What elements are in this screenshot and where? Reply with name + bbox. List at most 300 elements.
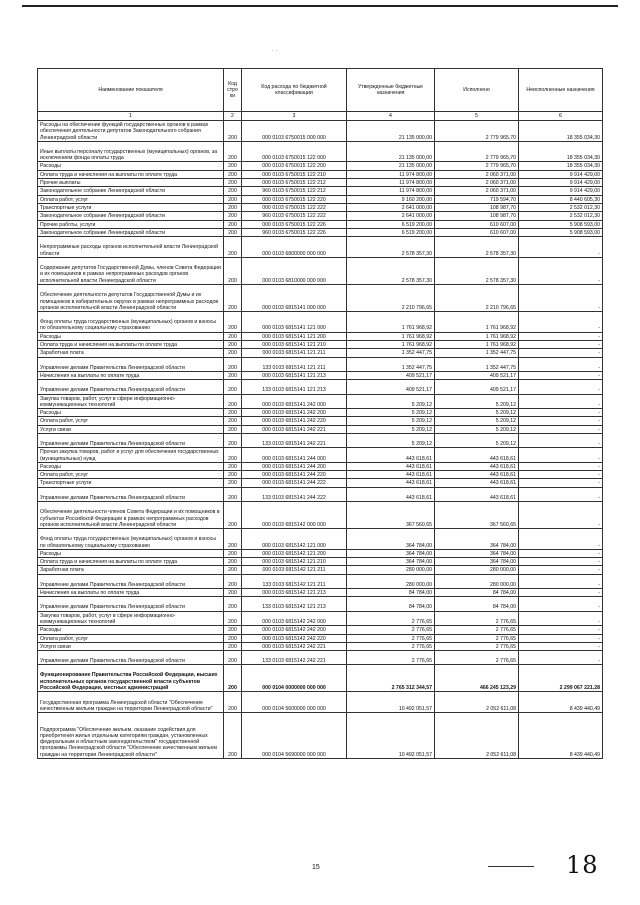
row-unexecuted: 2 532 012,30 (519, 212, 603, 220)
row-approved: 1 761 968,92 (347, 312, 435, 333)
row-executed: 5 209,12 (435, 433, 519, 447)
row-code: 200 (224, 349, 242, 357)
row-kbk: 133 0103 6815141 121 211 (242, 357, 347, 371)
row-code: 200 (224, 417, 242, 425)
row-unexecuted: 18 355 034,30 (519, 141, 603, 162)
row-approved: 9 160 200,00 (347, 195, 435, 203)
table-row (38, 195, 603, 203)
row-unexecuted: - (519, 371, 603, 379)
row-kbk: 000 0103 6815142 121 213 (242, 589, 347, 597)
row-unexecuted: - (519, 549, 603, 557)
row-executed: 1 352 447,75 (435, 357, 519, 371)
row-kbk: 000 0103 6815141 121 213 (242, 371, 347, 379)
row-name: Фонд оплаты труда государственных (муниципальных) органов и взносы по обязательному социальному страхованию (38, 529, 224, 550)
row-name: Начисления на выплаты по оплате труда (38, 371, 224, 379)
row-name: Расходы (38, 332, 224, 340)
row-name: Прочие выплаты (38, 179, 224, 187)
row-name: Расходы (38, 626, 224, 634)
row-kbk: 000 0103 6815141 244 200 (242, 462, 347, 470)
row-name: Закупка товаров, работ, услуг в сфере информационно-коммуникационных технологий (38, 611, 224, 626)
table-row (38, 380, 603, 394)
table-row (38, 409, 603, 417)
row-code: 200 (224, 651, 242, 665)
row-kbk: 000 0103 6750015 122 212 (242, 179, 347, 187)
table-row (38, 141, 603, 162)
row-kbk: 000 0103 6750015 122 210 (242, 170, 347, 178)
row-unexecuted: - (519, 651, 603, 665)
row-name: Оплата работ, услуг (38, 417, 224, 425)
row-unexecuted: - (519, 529, 603, 550)
table-row (38, 692, 603, 713)
table-row (38, 462, 603, 470)
row-approved: 2 776,65 (347, 642, 435, 650)
row-kbk: 000 0103 6815141 244 000 (242, 448, 347, 463)
row-name: Фонд оплаты труда государственных (муниципальных) органов и взносы по обязательному социальному страхованию (38, 312, 224, 333)
row-approved: 5 209,12 (347, 394, 435, 409)
row-kbk: 000 0103 6750015 122 226 (242, 220, 347, 228)
colnum-3: 3 (242, 112, 347, 121)
row-code: 200 (224, 448, 242, 463)
row-code: 200 (224, 187, 242, 195)
row-executed: 5 209,12 (435, 425, 519, 433)
row-approved: 443 618,61 (347, 471, 435, 479)
row-executed: 610 607,00 (435, 228, 519, 236)
row-code: 200 (224, 203, 242, 211)
row-executed: 443 618,61 (435, 471, 519, 479)
row-name: Функционирование Правительства Российской Федерации, высших исполнительных органов государственной власти субъектов Российской Федерации, местных администраций (38, 665, 224, 692)
row-kbk: 000 0103 6815142 121 000 (242, 529, 347, 550)
row-approved: 2 578 357,30 (347, 237, 435, 258)
row-approved: 1 352 447,75 (347, 357, 435, 371)
row-kbk: 000 0103 6815141 121 211 (242, 349, 347, 357)
row-approved: 409 521,17 (347, 380, 435, 394)
row-unexecuted: 5 908 593,00 (519, 220, 603, 228)
row-unexecuted: 5 908 593,00 (519, 228, 603, 236)
row-executed: 280 000,00 (435, 574, 519, 588)
row-name: Транспортные услуги (38, 479, 224, 487)
row-executed: 2 776,65 (435, 611, 519, 626)
row-kbk: 000 0103 6815141 242 221 (242, 425, 347, 433)
row-name: Расходы на обеспечение функций государственных органов в рамках обеспечения деятельности депутатов Законодательного собрания Ленинградской области (38, 121, 224, 142)
row-code: 200 (224, 502, 242, 529)
row-approved: 2 210 796,65 (347, 284, 435, 311)
row-code: 200 (224, 642, 242, 650)
table-row (38, 228, 603, 236)
row-kbk: 000 0103 6815141 242 000 (242, 394, 347, 409)
row-name: Обеспечение деятельности членов Совета Федерации и их помощников в субъектах Российской Федерации в рамках непрограммных расходов органов исполнительной власти Ленинградской области (38, 502, 224, 529)
row-kbk: 133 0103 6815142 121 211 (242, 574, 347, 588)
table-row (38, 341, 603, 349)
row-kbk: 000 0103 6815141 121 210 (242, 341, 347, 349)
table-row (38, 487, 603, 501)
row-unexecuted: - (519, 425, 603, 433)
row-name: Оплата труда и начисления на выплаты по оплате труда (38, 341, 224, 349)
row-name: Управление делами Правительства Ленинградской области (38, 487, 224, 501)
row-code: 200 (224, 574, 242, 588)
row-executed: 1 761 968,92 (435, 341, 519, 349)
row-approved: 2 641 000,00 (347, 203, 435, 211)
row-name: Оплата труда и начисления на выплаты по оплате труда (38, 558, 224, 566)
column-number-row (38, 112, 603, 121)
row-code: 200 (224, 665, 242, 692)
row-code: 200 (224, 237, 242, 258)
row-approved: 5 209,12 (347, 417, 435, 425)
row-code: 200 (224, 141, 242, 162)
row-approved: 409 521,17 (347, 371, 435, 379)
table-row (38, 237, 603, 258)
row-code: 200 (224, 409, 242, 417)
row-executed: 1 761 968,92 (435, 332, 519, 340)
row-kbk: 960 0103 6750015 122 212 (242, 187, 347, 195)
table-row (38, 471, 603, 479)
row-kbk: 000 0103 6815142 242 221 (242, 642, 347, 650)
row-executed: 280 000,00 (435, 566, 519, 574)
row-kbk: 000 0103 6750015 122 200 (242, 162, 347, 170)
row-approved: 21 135 000,00 (347, 121, 435, 142)
row-executed: 2 776,65 (435, 642, 519, 650)
table-row (38, 212, 603, 220)
budget-execution-table (37, 68, 603, 759)
row-kbk: 133 0103 6815142 242 221 (242, 651, 347, 665)
table-row (38, 665, 603, 692)
row-kbk: 000 0104 5600000 000 000 (242, 692, 347, 713)
table-row (38, 651, 603, 665)
table-row (38, 162, 603, 170)
row-name: Услуги связи (38, 642, 224, 650)
row-kbk: 000 0103 6750015 000 000 (242, 121, 347, 142)
table-row (38, 121, 603, 142)
row-code: 200 (224, 380, 242, 394)
row-executed: 2 210 796,65 (435, 284, 519, 311)
row-name: Заработная плата (38, 349, 224, 357)
row-code: 200 (224, 162, 242, 170)
row-unexecuted: - (519, 258, 603, 285)
row-code: 200 (224, 479, 242, 487)
row-code: 200 (224, 312, 242, 333)
row-executed: 443 618,61 (435, 448, 519, 463)
table-row (38, 258, 603, 285)
row-name: Оплата работ, услуг (38, 195, 224, 203)
table-row (38, 626, 603, 634)
row-unexecuted: - (519, 349, 603, 357)
row-approved: 443 618,61 (347, 448, 435, 463)
row-code: 200 (224, 425, 242, 433)
row-code: 200 (224, 589, 242, 597)
row-executed: 2 052 611,08 (435, 692, 519, 713)
row-executed: 84 784,00 (435, 597, 519, 611)
row-executed: 2 779 965,70 (435, 121, 519, 142)
row-code: 200 (224, 433, 242, 447)
row-name: Законодательное собрание Ленинградской области (38, 187, 224, 195)
table-row (38, 589, 603, 597)
row-approved: 1 761 968,92 (347, 332, 435, 340)
table-row (38, 371, 603, 379)
row-unexecuted: - (519, 462, 603, 470)
row-approved: 280 000,00 (347, 566, 435, 574)
row-approved: 443 618,61 (347, 462, 435, 470)
row-executed: 2 578 357,30 (435, 237, 519, 258)
row-executed: 84 784,00 (435, 589, 519, 597)
table-row (38, 634, 603, 642)
table-row (38, 574, 603, 588)
row-executed: 5 209,12 (435, 417, 519, 425)
table-body (38, 121, 603, 759)
row-code: 200 (224, 220, 242, 228)
row-kbk: 000 0103 6815142 242 200 (242, 626, 347, 634)
row-approved: 443 618,61 (347, 479, 435, 487)
row-unexecuted: 9 914 429,00 (519, 187, 603, 195)
row-unexecuted: - (519, 471, 603, 479)
row-unexecuted: - (519, 332, 603, 340)
footer-dash (488, 866, 534, 867)
row-unexecuted: - (519, 589, 603, 597)
row-unexecuted: - (519, 642, 603, 650)
row-executed: 364 784,00 (435, 549, 519, 557)
row-name: Заработная плата (38, 566, 224, 574)
row-kbk: 000 0103 6815142 121 210 (242, 558, 347, 566)
row-approved: 21 135 000,00 (347, 141, 435, 162)
table-row (38, 417, 603, 425)
row-code: 200 (224, 487, 242, 501)
row-executed: 443 618,61 (435, 487, 519, 501)
row-unexecuted: 18 355 034,30 (519, 162, 603, 170)
row-kbk: 000 0103 6750015 122 220 (242, 195, 347, 203)
row-unexecuted: 18 355 034,30 (519, 121, 603, 142)
row-unexecuted: 8 439 440,49 (519, 692, 603, 713)
table-row (38, 332, 603, 340)
row-kbk: 000 0103 6810000 000 000 (242, 258, 347, 285)
row-code: 200 (224, 394, 242, 409)
row-name: Управление делами Правительства Ленинградской области (38, 651, 224, 665)
row-unexecuted: - (519, 312, 603, 333)
row-kbk: 133 0103 6815142 121 213 (242, 597, 347, 611)
row-unexecuted: - (519, 357, 603, 371)
row-executed: 367 560,65 (435, 502, 519, 529)
table-row (38, 502, 603, 529)
row-approved: 10 492 051,57 (347, 692, 435, 713)
row-kbk: 000 0103 6815142 121 211 (242, 566, 347, 574)
scan-mark: · · (272, 48, 278, 54)
row-approved: 2 578 357,30 (347, 258, 435, 285)
row-code: 200 (224, 692, 242, 713)
table-row (38, 187, 603, 195)
row-code: 200 (224, 611, 242, 626)
row-executed: 409 521,17 (435, 371, 519, 379)
row-code: 200 (224, 634, 242, 642)
row-approved: 364 784,00 (347, 558, 435, 566)
row-kbk: 000 0103 6815141 242 200 (242, 409, 347, 417)
row-name: Непрограммные расходы органов исполнительной власти Ленинградской области (38, 237, 224, 258)
table-row (38, 349, 603, 357)
table-row (38, 558, 603, 566)
table-row (38, 713, 603, 759)
row-name: Управление делами Правительства Ленинградской области (38, 574, 224, 588)
row-approved: 364 784,00 (347, 529, 435, 550)
row-executed: 466 245 123,29 (435, 665, 519, 692)
colnum-2: 2 (224, 112, 242, 121)
row-code: 200 (224, 179, 242, 187)
row-name: Управление делами Правительства Ленинградской области (38, 597, 224, 611)
row-approved: 2 776,65 (347, 611, 435, 626)
table-row (38, 479, 603, 487)
table-row (38, 433, 603, 447)
row-unexecuted: - (519, 574, 603, 588)
row-code: 200 (224, 341, 242, 349)
header-unexecuted: Неисполненные назначения (519, 69, 603, 112)
row-approved: 11 974 800,00 (347, 179, 435, 187)
row-approved: 6 519 200,00 (347, 228, 435, 236)
row-unexecuted: 8 440 605,30 (519, 195, 603, 203)
row-code: 200 (224, 549, 242, 557)
header-executed: Исполнено (435, 69, 519, 112)
row-executed: 2 779 965,70 (435, 141, 519, 162)
row-unexecuted: - (519, 626, 603, 634)
row-kbk: 000 0103 6815142 121 200 (242, 549, 347, 557)
row-executed: 1 352 447,75 (435, 349, 519, 357)
row-name: Обеспечение деятельности депутатов Государственной Думы и их помощников в избирательных округах в рамках непрограммных расходов органов исполнительной власти Ленинградской области (38, 284, 224, 311)
table-row (38, 394, 603, 409)
table-row (38, 549, 603, 557)
row-kbk: 000 0103 6815141 121 200 (242, 332, 347, 340)
row-kbk: 000 0103 6750015 122 000 (242, 141, 347, 162)
header-approved: Утвержденные бюджетные назначения (347, 69, 435, 112)
row-approved: 2 776,65 (347, 651, 435, 665)
row-code: 200 (224, 558, 242, 566)
row-name: Оплата работ, услуг (38, 634, 224, 642)
row-executed: 2 779 965,70 (435, 162, 519, 170)
row-code: 200 (224, 212, 242, 220)
row-approved: 84 784,00 (347, 597, 435, 611)
header-kbk: Код расхода по бюджетной классификации (242, 69, 347, 112)
row-executed: 2 776,65 (435, 634, 519, 642)
row-name: Расходы (38, 409, 224, 417)
row-code: 200 (224, 529, 242, 550)
row-executed: 364 784,00 (435, 529, 519, 550)
row-executed: 1 761 968,92 (435, 312, 519, 333)
row-approved: 5 209,12 (347, 409, 435, 417)
row-kbk: 000 0104 5690000 000 000 (242, 713, 347, 759)
table-row (38, 611, 603, 626)
row-approved: 443 618,61 (347, 487, 435, 501)
row-name: Расходы (38, 549, 224, 557)
row-kbk: 133 0103 6815141 121 213 (242, 380, 347, 394)
row-unexecuted: - (519, 611, 603, 626)
row-unexecuted: 9 914 429,00 (519, 179, 603, 187)
row-unexecuted: 2 532 012,30 (519, 203, 603, 211)
table-row (38, 425, 603, 433)
row-approved: 367 560,65 (347, 502, 435, 529)
row-kbk: 000 0103 6815141 242 220 (242, 417, 347, 425)
row-unexecuted: - (519, 394, 603, 409)
row-approved: 2 765 312 344,57 (347, 665, 435, 692)
page-number: 15 (312, 864, 320, 871)
row-unexecuted: - (519, 448, 603, 463)
row-unexecuted: 9 914 429,00 (519, 170, 603, 178)
row-unexecuted: 8 439 440,49 (519, 713, 603, 759)
table-row (38, 170, 603, 178)
row-unexecuted: - (519, 237, 603, 258)
table-row (38, 284, 603, 311)
colnum-4: 4 (347, 112, 435, 121)
row-code: 200 (224, 121, 242, 142)
row-approved: 84 784,00 (347, 589, 435, 597)
row-kbk: 000 0103 6815141 244 222 (242, 479, 347, 487)
row-executed: 2 060 371,00 (435, 179, 519, 187)
stamp-number: 18 (566, 851, 599, 879)
row-code: 200 (224, 170, 242, 178)
table-row (38, 220, 603, 228)
row-executed: 443 618,61 (435, 479, 519, 487)
row-unexecuted: - (519, 502, 603, 529)
colnum-1: 1 (38, 112, 224, 121)
row-approved: 1 352 447,75 (347, 349, 435, 357)
row-executed: 108 987,70 (435, 203, 519, 211)
row-unexecuted: - (519, 284, 603, 311)
row-code: 200 (224, 626, 242, 634)
row-name: Управление делами Правительства Ленинградской области (38, 357, 224, 371)
row-executed: 719 594,70 (435, 195, 519, 203)
row-name: Оплата работ, услуг (38, 471, 224, 479)
table-row (38, 642, 603, 650)
row-executed: 610 607,00 (435, 220, 519, 228)
row-name: Оплата труда и начисления на выплаты по оплате труда (38, 170, 224, 178)
table-row (38, 448, 603, 463)
colnum-6: 6 (519, 112, 603, 121)
row-name: Законодательное собрание Ленинградской области (38, 228, 224, 236)
row-approved: 364 784,00 (347, 549, 435, 557)
row-unexecuted: - (519, 566, 603, 574)
row-code: 200 (224, 597, 242, 611)
table-row (38, 357, 603, 371)
table-row (38, 312, 603, 333)
row-executed: 2 776,65 (435, 651, 519, 665)
row-approved: 10 492 051,57 (347, 713, 435, 759)
row-name: Управление делами Правительства Ленинградской области (38, 380, 224, 394)
row-executed: 2 578 357,30 (435, 258, 519, 285)
row-executed: 5 209,12 (435, 394, 519, 409)
row-name: Транспортные услуги (38, 203, 224, 211)
header-code: Код стро ки (224, 69, 242, 112)
row-approved: 5 209,12 (347, 433, 435, 447)
row-executed: 108 987,70 (435, 212, 519, 220)
row-kbk: 000 0103 6815141 000 000 (242, 284, 347, 311)
table-row (38, 203, 603, 211)
row-unexecuted: 2 299 067 221,28 (519, 665, 603, 692)
row-name: Расходы (38, 462, 224, 470)
row-unexecuted: - (519, 634, 603, 642)
table-row (38, 529, 603, 550)
row-kbk: 000 0103 6815142 242 220 (242, 634, 347, 642)
row-unexecuted: - (519, 479, 603, 487)
row-kbk: 000 0103 6815142 000 000 (242, 502, 347, 529)
table-row (38, 179, 603, 187)
row-executed: 2 052 611,08 (435, 713, 519, 759)
row-unexecuted: - (519, 433, 603, 447)
row-kbk: 960 0103 6750015 122 222 (242, 212, 347, 220)
row-approved: 1 761 968,92 (347, 341, 435, 349)
table-header-row (38, 69, 603, 112)
row-approved: 2 776,65 (347, 626, 435, 634)
row-unexecuted: - (519, 380, 603, 394)
row-name: Управление делами Правительства Ленинградской области (38, 433, 224, 447)
row-executed: 5 209,12 (435, 409, 519, 417)
row-code: 200 (224, 471, 242, 479)
row-approved: 11 974 800,00 (347, 170, 435, 178)
row-name: Закупка товаров, работ, услуг в сфере информационно-коммуникационных технологий (38, 394, 224, 409)
row-unexecuted: - (519, 341, 603, 349)
header-name: Наименование показателя (38, 69, 224, 112)
row-name: Законодательное собрание Ленинградской области (38, 212, 224, 220)
